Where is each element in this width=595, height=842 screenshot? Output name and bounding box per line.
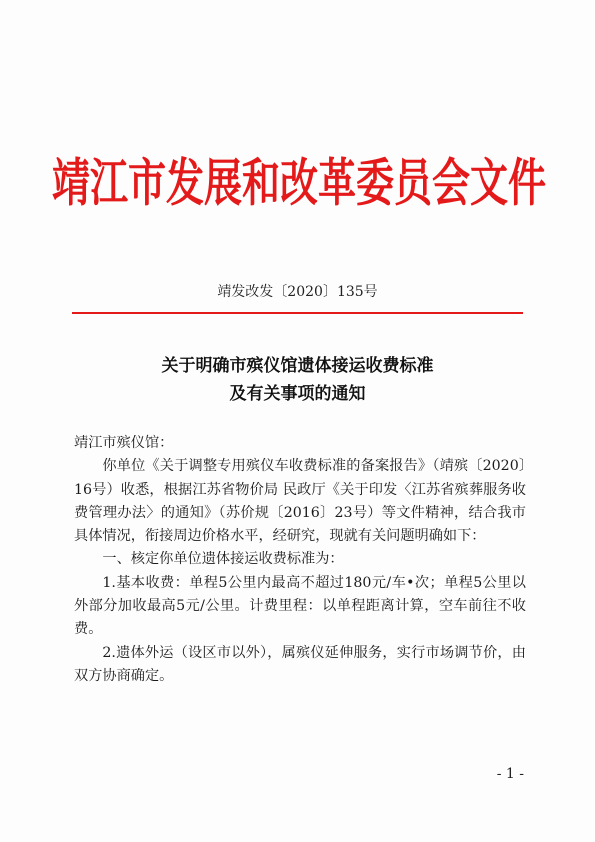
body-paragraph-2: 一、核定你单位遗体接运收费标准为： xyxy=(102,551,344,568)
notice-title xyxy=(0,352,595,408)
body-paragraph-1: 你单位《关于调整专用殡仪车收费标准的备案报告》（靖殡〔2020〕16号）收悉，根据江苏省物价局 民政厅《关于印发〈江苏省殡葬服务收费管理办法〉的通知》（苏价规〔2016〕23号）等文件精神，结合我市具体情况，衔接周边价格水平，经研究，现就有关问题明确如下： xyxy=(74,458,526,545)
notice-body xyxy=(74,432,526,688)
issuer-header-title: 靖江市发展和改革委员会文件 xyxy=(52,151,547,213)
notice-title-line-2: 及有关事项的通知 xyxy=(229,384,366,404)
header-divider xyxy=(72,312,523,314)
notice-title-line-1: 关于明确市殡仪馆遗体接运收费标准 xyxy=(161,356,434,376)
body-paragraph-3: 1.基本收费：单程5公里内最高不超过180元/车•次；单程5公里以外部分加收最高5元/公里。计费里程：以单程距离计算，空车前往不收费。 xyxy=(74,574,526,638)
page-number: - 1 - xyxy=(496,766,524,782)
document-number: 靖发改发〔2020〕135号 xyxy=(217,284,378,300)
body-paragraph-4: 2.遗体外运（设区市以外），属殡仪延伸服务，实行市场调节价，由双方协商确定。 xyxy=(74,644,526,684)
salutation: 靖江市殡仪馆： xyxy=(74,435,174,451)
